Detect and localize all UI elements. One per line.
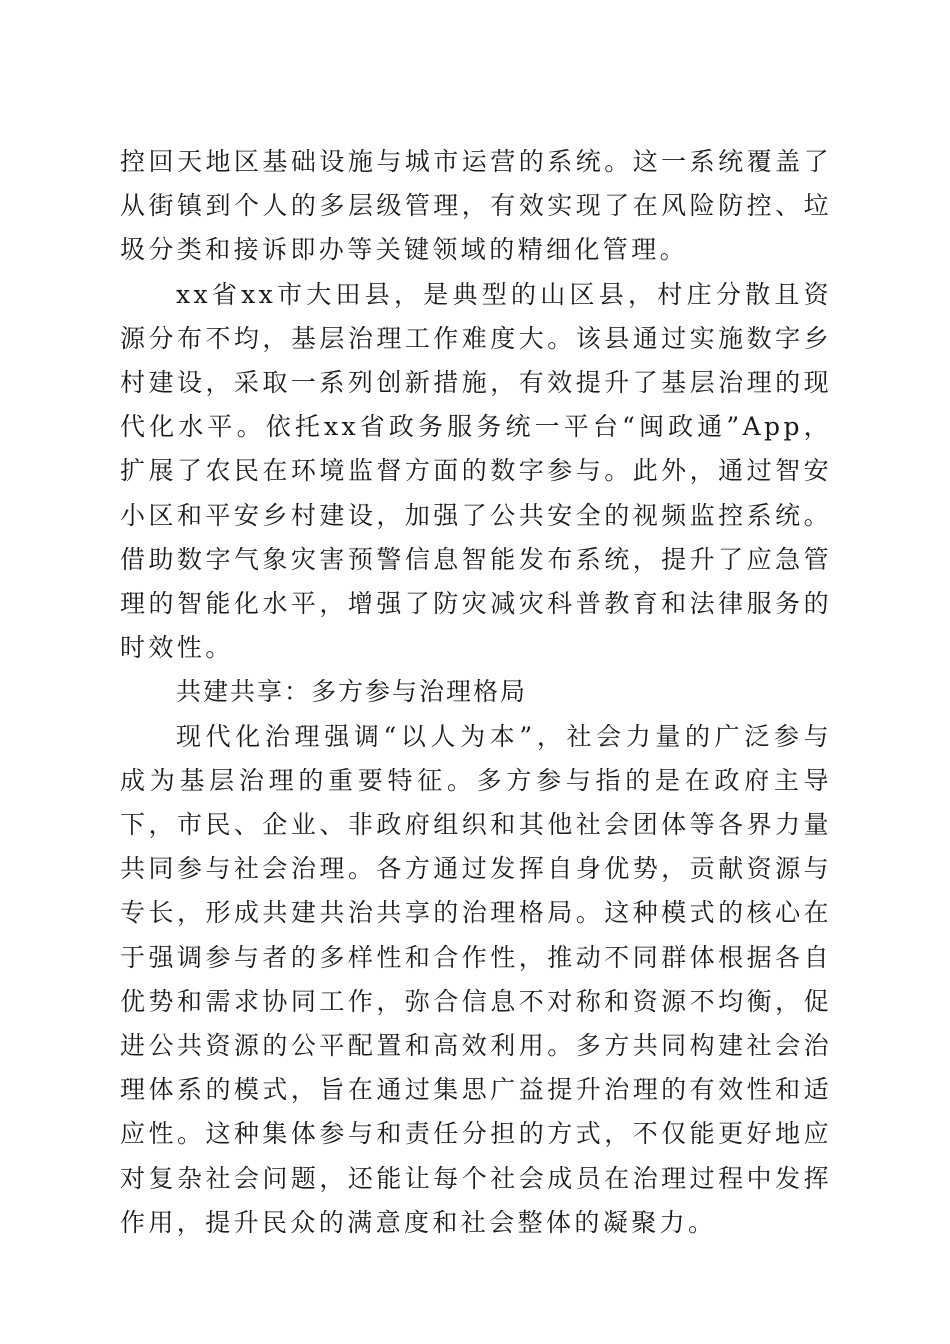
- paragraph-datian-county: xx省xx市大田县，是典型的山区县，村庄分散且资源分布不均，基层治理工作难度大。该县通过实施数字乡村建设，采取一系列创新措施，有效提升了基层治理的现代化水平。依托xx省政务服务统一平台“闽政通”App，扩展了农民在环境监督方面的数字参与。此外，通过智安小区和平安乡村建设，加强了公共安全的视频监控系统。借助数字气象灾害预警信息智能发布系统，提升了应急管理的智能化水平，增强了防灾减灾科普教育和法律服务的时效性。: [120, 279, 832, 663]
- document-body: [120, 140, 832, 1245]
- paragraph-multi-party-governance: 现代化治理强调“以人为本”，社会力量的广泛参与成为基层治理的重要特征。多方参与指的是在政府主导下，市民、企业、非政府组织和其他社会团体等各界力量共同参与社会治理。各方通过发挥自身优势，贡献资源与专长，形成共建共治共享的治理格局。这种模式的核心在于强调参与者的多样性和合作性，推动不同群体根据各自优势和需求协同工作，弥合信息不对称和资源不均衡，促进公共资源的公平配置和高效利用。多方共同构建社会治理体系的模式，旨在通过集思广益提升治理的有效性和适应性。这种集体参与和责任分担的方式，不仅能更好地应对复杂社会问题，还能让每个社会成员在治理过程中发挥作用，提升民众的满意度和社会整体的凝聚力。: [120, 721, 832, 1237]
- paragraph-continuation: 控回天地区基础设施与城市运营的系统。这一系统覆盖了从街镇到个人的多层级管理，有效实现了在风险防控、垃圾分类和接诉即办等关键领域的精细化管理。: [120, 147, 832, 265]
- section-heading: 共建共享：多方参与治理格局: [176, 677, 528, 707]
